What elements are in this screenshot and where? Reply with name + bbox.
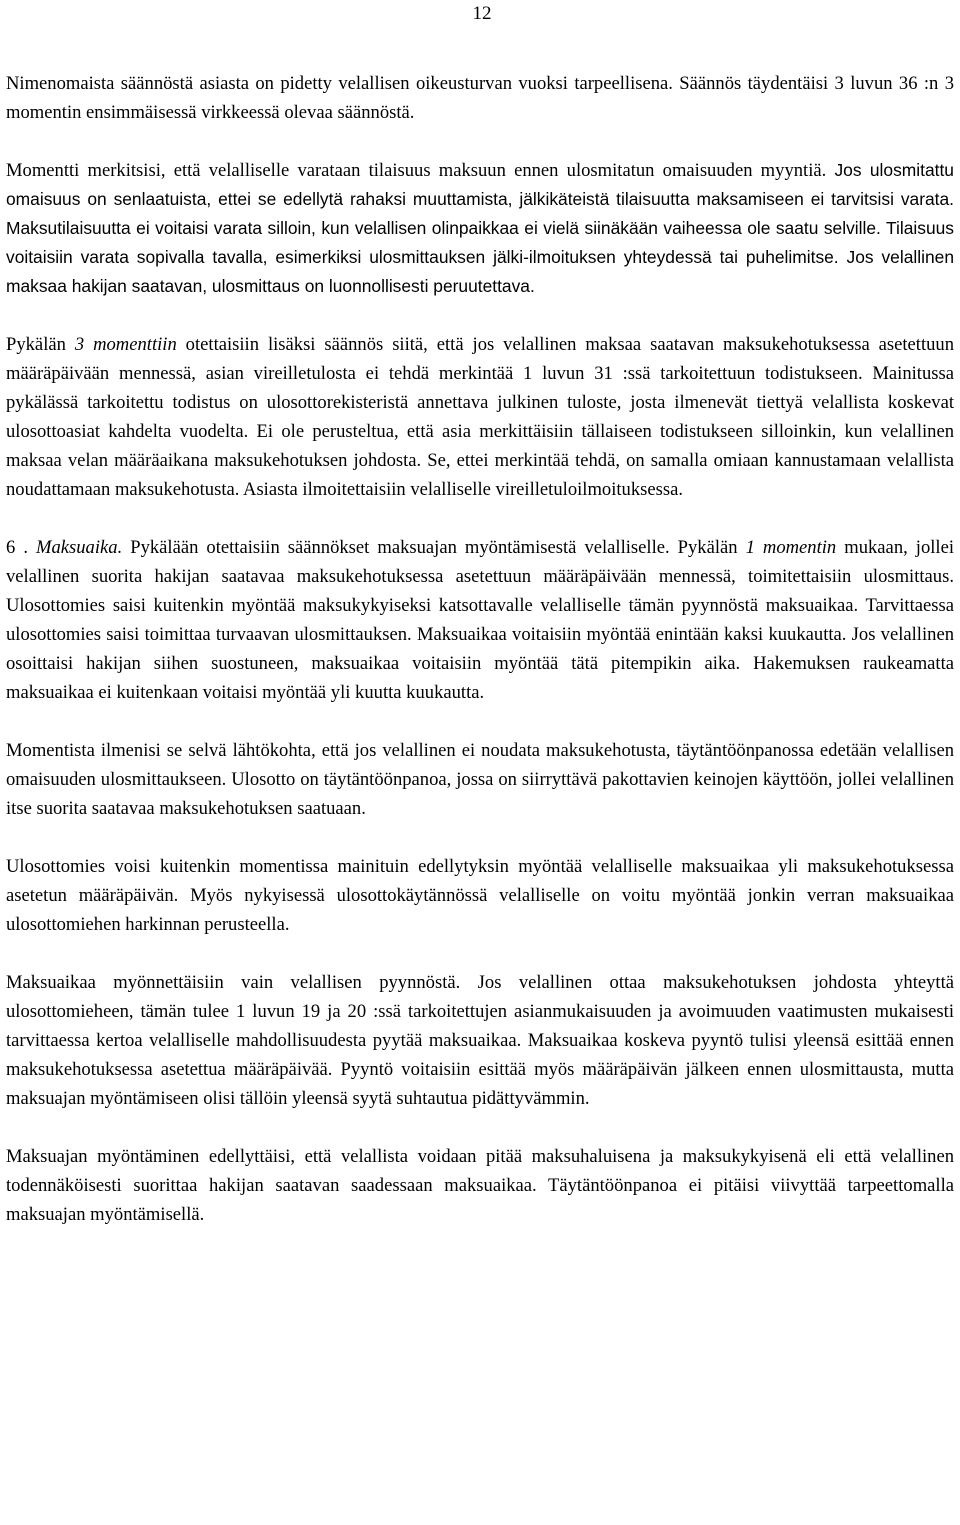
paragraph-3-italic: 3 momenttiin: [74, 334, 177, 355]
paragraph-1-text: Nimenomaista säännöstä asiasta on pidetty velallisen oikeusturvan vuoksi tarpeellisena. Säännös täydentäisi 3 luvun 36 :n 3 momentin ensimmäisessä virkkeessä olevaa säännöstä.: [6, 73, 954, 123]
paragraph-5-text: Momentista ilmenisi se selvä lähtökohta, että jos velallinen ei noudata maksukehotusta, täytäntöönpanossa edetään velallisen omaisuuden ulosmittaukseen. Ulosotto on täytäntöönpanoa, jossa on siirryttävä pakottavien keinojen käyttöön, jollei velallinen itse suorita saatavaa maksukehotuksen saatuaan.: [6, 740, 954, 819]
page-number: 12: [472, 3, 492, 24]
paragraph-2: [6, 156, 954, 301]
paragraph-5: [6, 736, 954, 823]
paragraph-6-text: Ulosottomies voisi kuitenkin momentissa mainituin edellytyksin myöntää velalliselle maksuaikaa yli maksukehotuksessa asetetun määräpäivän. Myös nykyisessä ulosottokäytännössä velalliselle on voitu myöntää jonkin verran maksuaikaa ulosottomiehen harkinnan perusteella.: [6, 856, 954, 935]
paragraph-3: [6, 330, 954, 504]
paragraph-6: [6, 852, 954, 939]
paragraph-7: [6, 968, 954, 1113]
paragraph-2-text-b: Jos ulosmitattu omaisuus on senlaatuista, ettei se edellytä rahaksi muuttamista, jälkikäteistä tilaisuutta maksamiseen ei tarvitsisi varata. Maksutilaisuutta ei voitaisi varata silloin, kun velallisen olinpaikkaa ei vielä siinäkään vaiheessa ole saatu selville. Tilaisuus voitaisiin varata sopivalla tavalla, esimerkiksi ulosmittauksen jälki-ilmoituksen yhteydessä tai puhelimitse. Jos velallinen maksaa hakijan saatavan, ulosmittaus on luonnollisesti peruutettava.: [6, 160, 954, 296]
paragraph-4: [6, 533, 954, 707]
paragraph-8: [6, 1142, 954, 1229]
paragraph-4-italic: 1 momentin: [745, 537, 837, 558]
paragraph-4-text-a: 6 .: [6, 537, 36, 558]
paragraph-3-text-a: Pykälän: [6, 334, 75, 355]
paragraph-4-text-c: mukaan, jollei velallinen suorita hakijan saatavaa maksukehotuksessa asetettuun määräpäivään mennessä, toimitettaisiin ulosmittaus. Ulosottomies saisi kuitenkin myöntää maksukykyiseksi katsottavalle velalliselle tämän pyynnöstä maksuaikaa. Tarvittaessa ulosottomies saisi toimittaa turvaavan ulosmittauksen. Maksuaikaa voitaisiin myöntää enintään kaksi kuukautta. Jos velallinen osoittaisi hakijan siihen suostuneen, maksuaikaa voitaisiin myöntää tätä pitempikin aika. Hakemuksen raukeamatta maksuaikaa ei kuitenkaan voitaisi myöntää yli kuutta kuukautta.: [6, 537, 954, 703]
paragraph-8-text: Maksuajan myöntäminen edellyttäisi, että velallista voidaan pitää maksuhaluisena ja maksukykyisenä eli että velallinen todennäköisesti suorittaa hakijan saatavan saadessaan maksuaikaa. Täytäntöönpanoa ei pitäisi viivyttää tarpeettomalla maksuajan myöntämisellä.: [6, 1146, 954, 1225]
paragraph-3-text-b: otettaisiin lisäksi säännös siitä, että jos velallinen maksaa saatavan maksukehotuksessa asetettuun määräpäivään mennessä, asian vireilletulosta ei tehdä merkintää 1 luvun 31 :ssä tarkoitettuun todistukseen. Mainitussa pykälässä tarkoitettu todistus on ulosottorekisteristä annettava julkinen tuloste, josta ilmenevät tiettyä velallista koskevat ulosottoasiat kahdelta vuodelta. Ei ole perusteltua, että asia merkittäisiin tällaiseen todistukseen silloinkin, kun velallinen maksaa velan määräaikana maksukehotuksen johdosta. Se, ettei merkintää tehdä, on samalla omiaan kannustamaan velallista noudattamaan maksukehotusta. Asiasta ilmoitettaisiin velalliselle vireilletuloilmoituksessa.: [6, 334, 955, 500]
document-body: [6, 69, 954, 1229]
paragraph-1: [6, 69, 954, 127]
paragraph-4-text-b: Pykälään otettaisiin säännökset maksuajan myöntämisestä velalliselle. Pykälän: [122, 537, 746, 558]
section-heading-maksuaika: Maksuaika.: [35, 537, 123, 558]
paragraph-7-text: Maksuaikaa myönnettäisiin vain velallisen pyynnöstä. Jos velallinen ottaa maksukehotuksen johdosta yhteyttä ulosottomieheen, tämän tulee 1 luvun 19 ja 20 :ssä tarkoitettujen asianmukaisuuden ja avoimuuden vaatimusten mukaisesti tarvittaessa kertoa velalliselle mahdollisuudesta pyytää maksuaikaa. Maksuaikaa koskeva pyyntö tulisi yleensä esittää ennen maksukehotuksessa asetettua määräpäivää. Pyyntö voitaisiin esittää myös määräpäivän jälkeen ennen ulosmittausta, mutta maksuajan myöntämiseen olisi tällöin yleensä syytä suhtautua pidättyvämmin.: [6, 972, 954, 1109]
paragraph-2-text-a: Momentti merkitsisi, että velalliselle varataan tilaisuus maksuun ennen ulosmitatun omaisuuden myyntiä.: [6, 160, 827, 181]
